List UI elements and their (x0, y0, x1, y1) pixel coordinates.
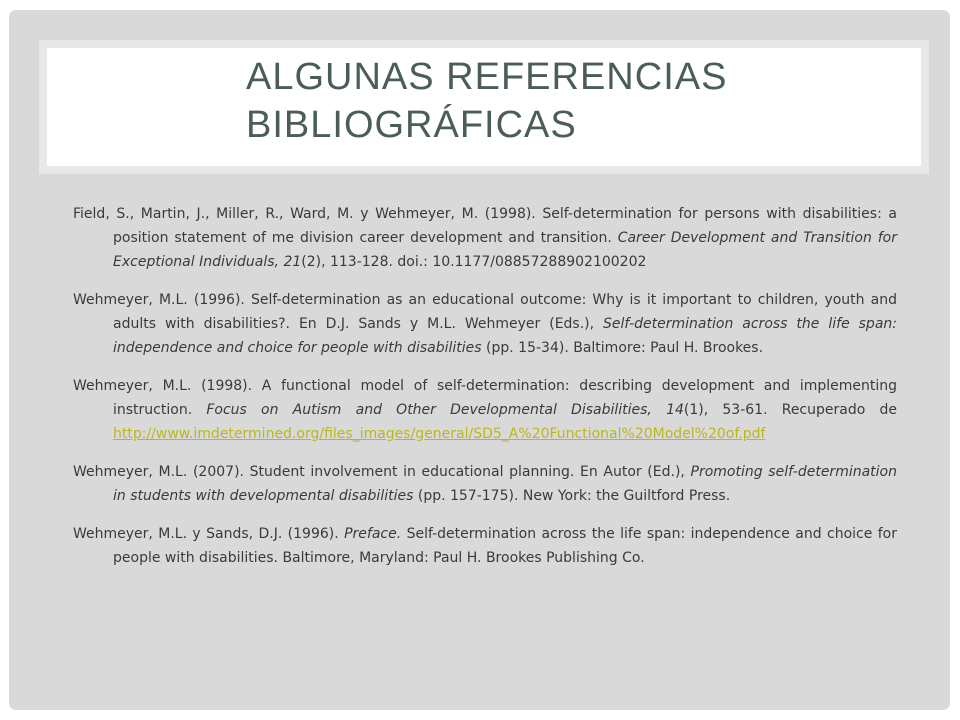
reference-journal: Focus on Autism and Other Developmental Disabilities, 14 (206, 402, 684, 418)
reference-title: Preface. (344, 526, 402, 542)
reference-text: Self-determination across the life span: independence and choice for people with disabilities. Baltimore, Maryland: Paul H. Brookes Publishing Co. (113, 526, 897, 566)
reference-book-title: Promoting self-determination in students with developmental disabilities (113, 464, 897, 504)
title-line-2: BIBLIOGRÁFICAS (246, 104, 577, 146)
reference-text: Wehmeyer, M.L. (1998). A functional model of self-determination: describing development and implementing instruction. (73, 378, 897, 418)
reference-list (73, 188, 897, 576)
reference-journal: Career Development and Transition for Exceptional Individuals, 21 (113, 230, 897, 270)
reference-item (73, 202, 897, 274)
reference-text: (pp. 15-34). Baltimore: Paul H. Brookes. (481, 340, 764, 356)
reference-link[interactable]: http://www.imdetermined.org/files_images/general/SD5_A%20Functional%20Model%20of.pdf (113, 426, 766, 442)
reference-text: Wehmeyer, M.L. (2007). Student involvement in educational planning. En Autor (Ed.), (73, 464, 691, 480)
reference-book-title: Self-determination across the life span: independence and choice for people with disabilities (113, 316, 897, 356)
reference-text: (2), 113-128. doi.: 10.1177/08857288902100202 (301, 254, 647, 270)
reference-text: (1), 53-61. Recuperado de (683, 402, 897, 418)
reference-text: Wehmeyer, M.L. (1996). Self-determination as an educational outcome: Why is it important to children, youth and adults with disabilities?. En D.J. Sands y M.L. Wehmeyer (Eds.), (73, 292, 897, 332)
reference-item (73, 460, 897, 508)
reference-item (73, 522, 897, 570)
reference-text: (pp. 157-175). New York: the Guiltford Press. (413, 488, 731, 504)
title-line-1: ALGUNAS REFERENCIAS (246, 56, 728, 98)
reference-item (73, 374, 897, 446)
reference-item (73, 288, 897, 360)
reference-text: Field, S., Martin, J., Miller, R., Ward, M. y Wehmeyer, M. (1998). Self-determination for persons with disabilities: a position statement of me division career development and transition. (73, 206, 897, 246)
reference-text: Wehmeyer, M.L. y Sands, D.J. (1996). (73, 526, 345, 542)
page-title (246, 53, 806, 149)
